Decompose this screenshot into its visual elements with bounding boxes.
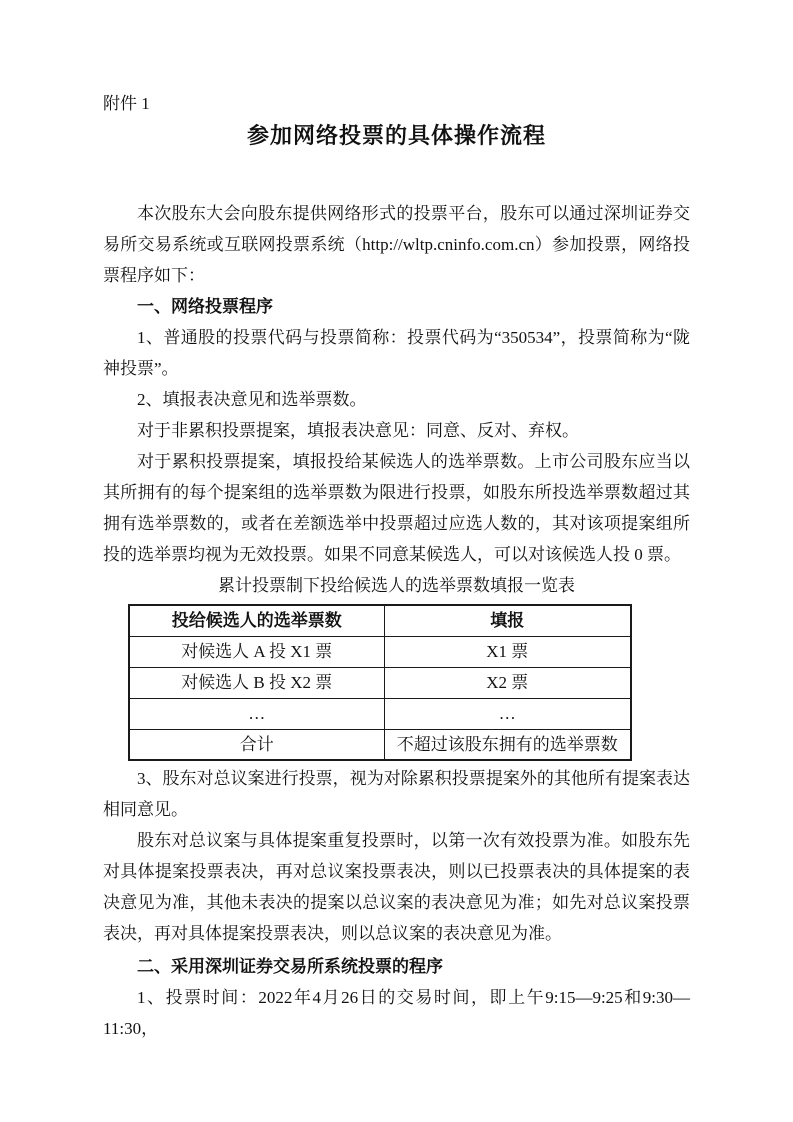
section-1-paragraph-2: 2、填报表决意见和选举票数。 (137, 390, 367, 409)
intro-paragraph: 本次股东大会向股东提供网络形式的投票平台，股东可以通过深圳证券交易所交易系统或互联网投票系统（http://wltp.cninfo.com.cn）参加投票，网络投票程序如下： (103, 204, 690, 285)
section-1-paragraph-6: 股东对总议案与具体提案重复投票时，以第一次有效投票为准。如股东先对具体提案投票表决，再对总议案投票表决，则以已投票表决的具体提案的表决意见为准，其他未表决的提案以总议案的表决意见为准；如先对总议案投票表决，再对具体提案投票表决，则以总议案的表决意见为准。 (103, 831, 690, 943)
voting-table (128, 604, 632, 761)
table-row (129, 667, 631, 698)
table-caption: 累计投票制下投给候选人的选举票数填报一览表 (218, 576, 575, 595)
table-cell: … (384, 698, 631, 729)
table-cell: … (129, 698, 384, 729)
table-header-row (129, 605, 631, 636)
table-cell: 不超过该股东拥有的选举票数 (384, 729, 631, 760)
table-cell: 对候选人 A 投 X1 票 (129, 636, 384, 667)
section-2-paragraph-1: 1、投票时间：2022年4月26日的交易时间，即上午9:15—9:25和9:30—11:30， (103, 988, 690, 1038)
table-row (129, 636, 631, 667)
table-cell: X2 票 (384, 667, 631, 698)
table-header-fill: 填报 (384, 605, 631, 636)
table-cell: X1 票 (384, 636, 631, 667)
table-cell: 对候选人 B 投 X2 票 (129, 667, 384, 698)
section-1-paragraph-4: 对于累积投票提案，填报投给某候选人的选举票数。上市公司股东应当以其所拥有的每个提案组的选举票数为限进行投票，如股东所投选举票数超过其拥有选举票数的，或者在差额选举中投票超过应选人数的，其对该项提案组所投的选举票均视为无效投票。如果不同意某候选人，可以对该候选人投 0 票。 (103, 452, 690, 564)
section-1-paragraph-5: 3、股东对总议案进行投票，视为对除累积投票提案外的其他所有提案表达相同意见。 (103, 769, 690, 819)
table-row (129, 729, 631, 760)
page-title: 参加网络投票的具体操作流程 (246, 123, 546, 148)
section-1-paragraph-1: 1、普通股的投票代码与投票简称：投票代码为“350534”，投票简称为“陇神投票”。 (103, 328, 690, 378)
section-2-heading: 二、采用深圳证券交易所系统投票的程序 (137, 957, 443, 976)
table-row (129, 698, 631, 729)
table-header-votes: 投给候选人的选举票数 (129, 605, 384, 636)
section-1-heading: 一、网络投票程序 (137, 297, 273, 316)
attachment-label: 附件 1 (103, 94, 150, 113)
section-1-paragraph-3: 对于非累积投票提案，填报表决意见：同意、反对、弃权。 (137, 421, 579, 440)
table-cell: 合计 (129, 729, 384, 760)
